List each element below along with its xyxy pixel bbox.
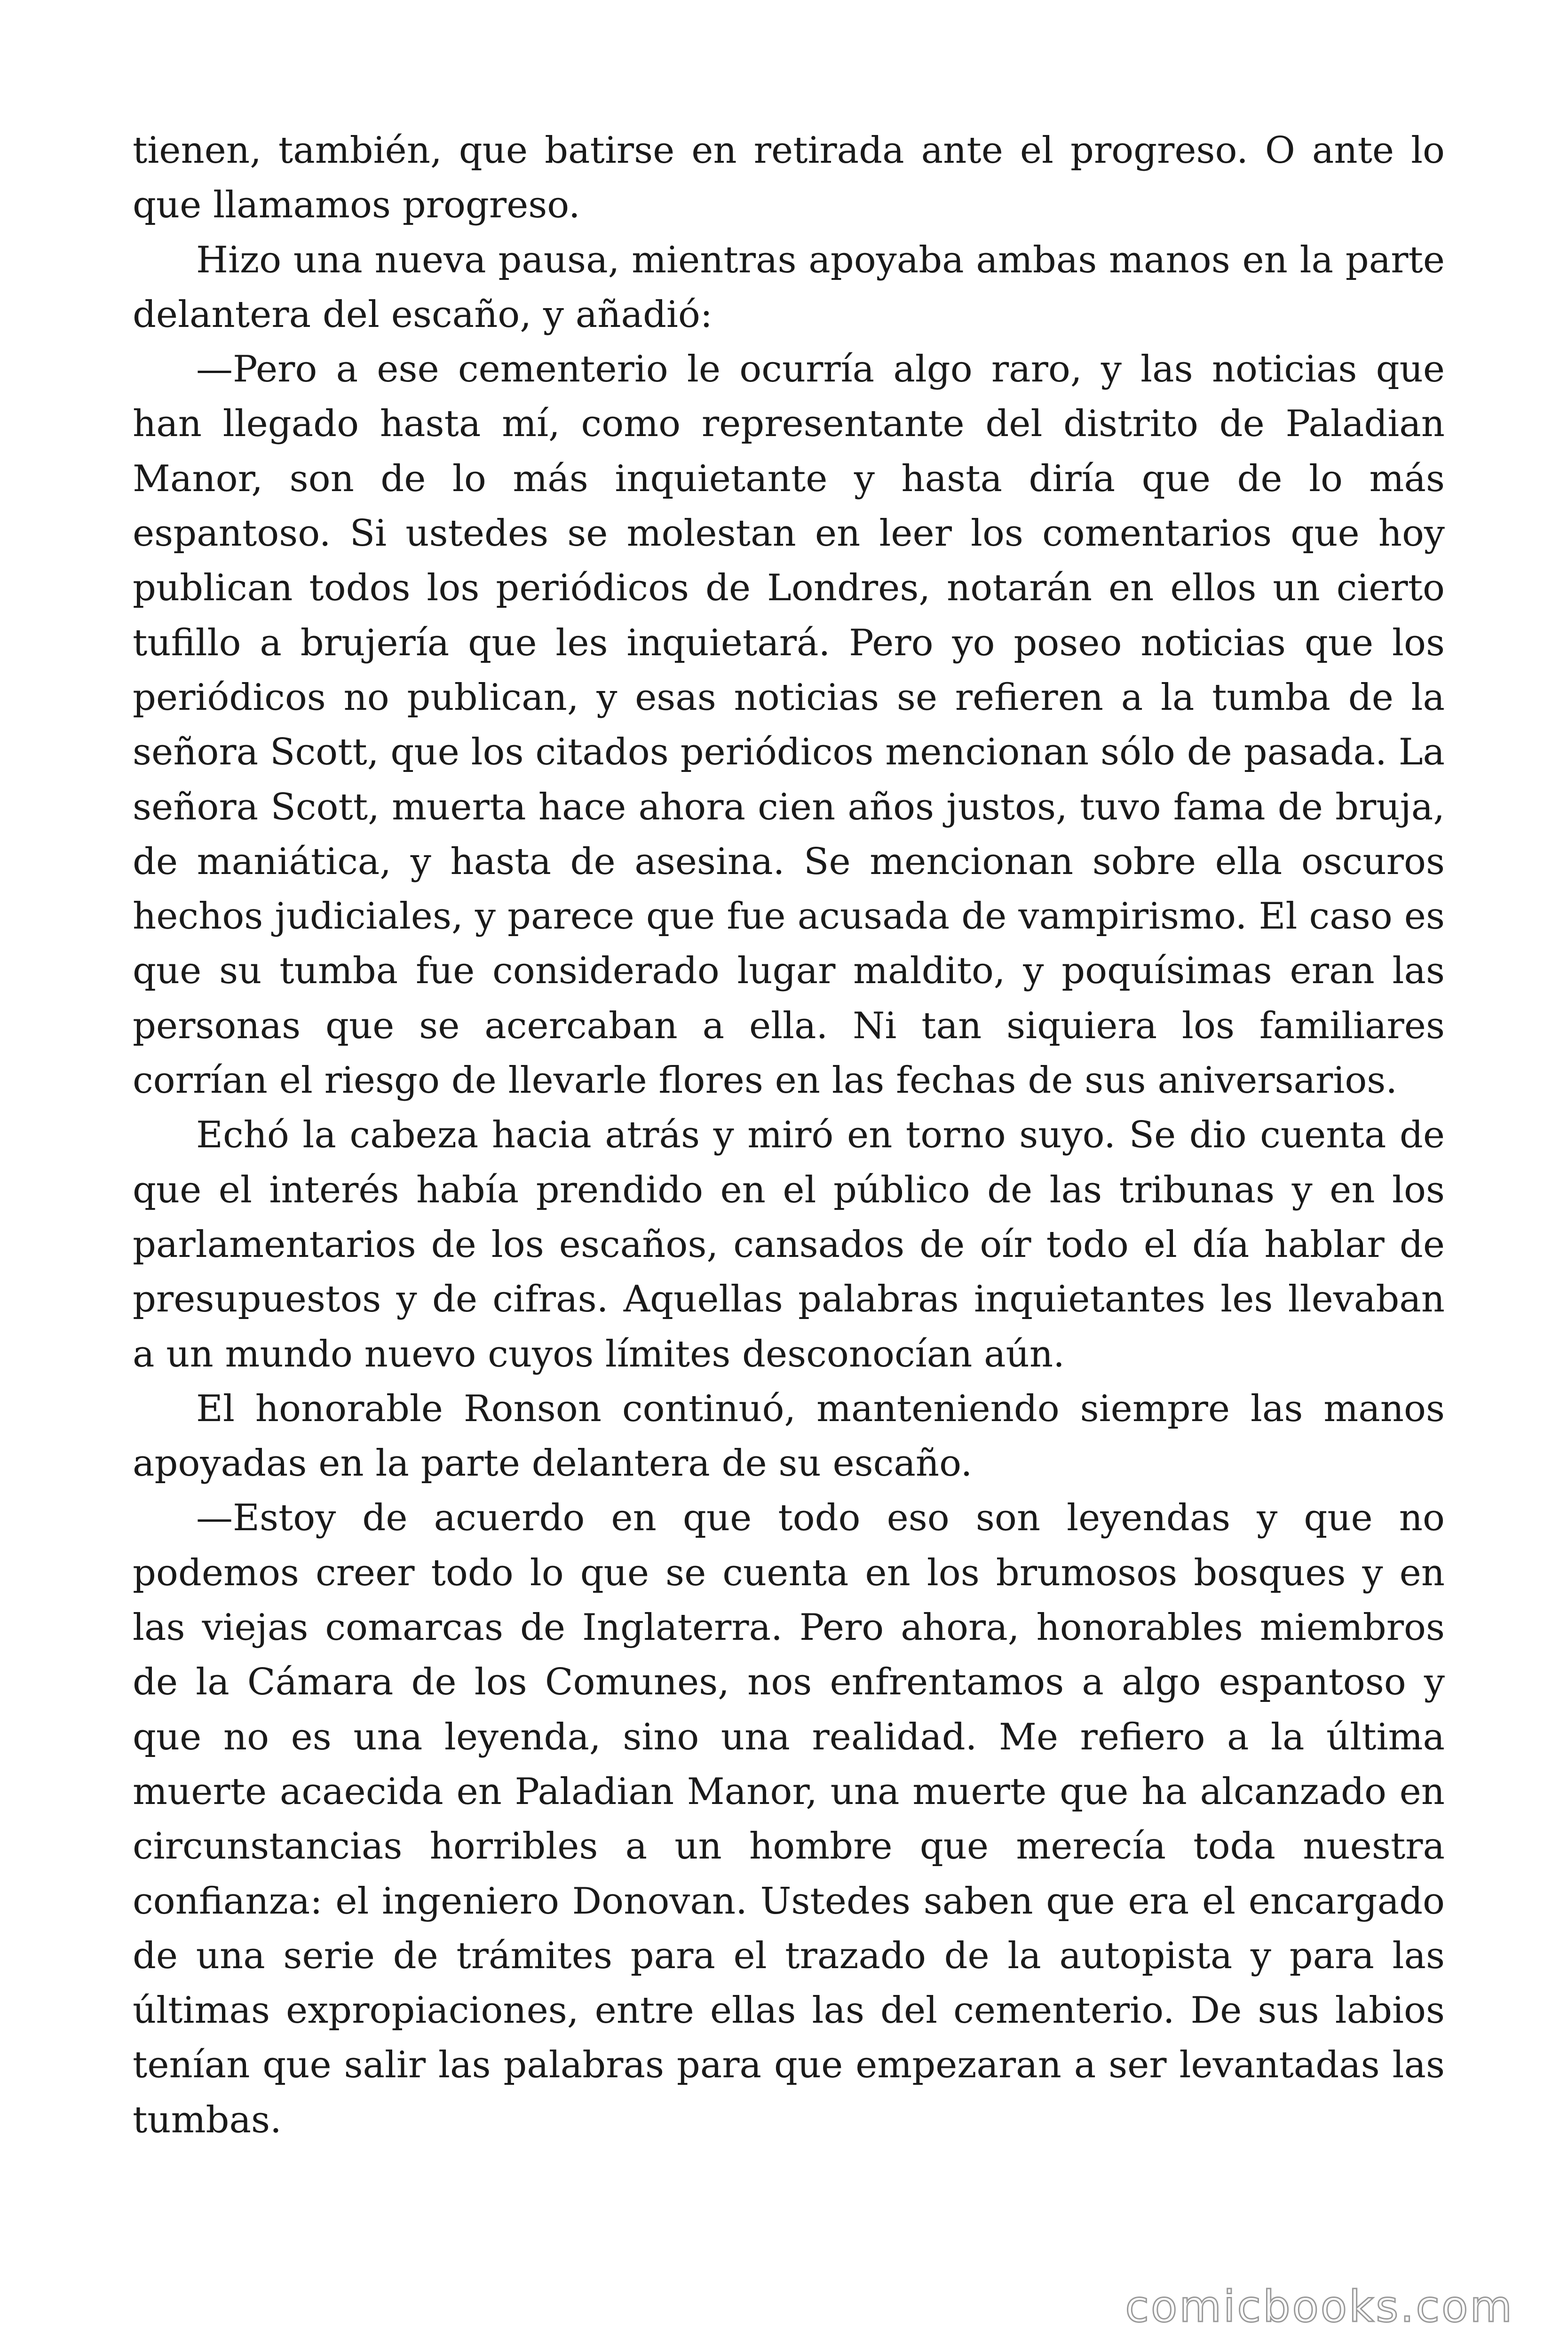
body-text (133, 123, 1445, 2147)
paragraph-6: —Estoy de acuerdo en que todo eso son leyendas y que no podemos creer todo lo que se cuenta en los brumosos bosques y en las viejas comarcas de Inglaterra. Pero ahora, honorables miembros de la Cámara de los Comunes, nos enfrentamos a algo espantoso y que no es una leyenda, sino una realidad. Me refiero a la última muerte acaecida en Paladian Manor, una muerte que ha alcanzado en circunstancias horribles a un hombre que merecía toda nuestra confianza: el ingeniero Donovan. Ustedes saben que era el encargado de una serie de trámites para el trazado de la autopista y para las últimas expropiaciones, entre ellas las del cementerio. De sus labios tenían que salir las palabras para que empezaran a ser levantadas las tumbas. (133, 1497, 1445, 2141)
watermark: comicbooks.com (1125, 2281, 1514, 2332)
paragraph-1: tienen, también, que batirse en retirada ante el progreso. O ante lo que llamamos progreso. (133, 129, 1445, 227)
paragraph-3: —Pero a ese cementerio le ocurría algo raro, y las noticias que han llegado hasta mí, como representante del distrito de Paladian Manor, son de lo más inquietante y hasta diría que de lo más espantoso. Si ustedes se molestan en leer los comentarios que hoy publican todos los periódicos de Londres, notarán en ellos un cierto tufillo a brujería que les inquietará. Pero yo poseo noticias que los periódicos no publican, y esas noticias se refieren a la tumba de la señora Scott, que los citados periódicos mencionan sólo de pasada. La señora Scott, muerta hace ahora cien años justos, tuvo fama de bruja, de maniática, y hasta de asesina. Se mencionan sobre ella oscuros hechos judiciales, y parece que fue acusada de vampirismo. El caso es que su tumba fue considerado lugar maldito, y poquísimas eran las personas que se acercaban a ella. Ni tan siquiera los familiares corrían el riesgo de llevarle flores en las fechas de sus aniversarios. (133, 348, 1445, 1102)
paragraph-5: El honorable Ronson continuó, manteniendo siempre las manos apoyadas en la parte delantera de su escaño. (133, 1387, 1445, 1485)
paragraph-4: Echó la cabeza hacia atrás y miró en torno suyo. Se dio cuenta de que el interés había prendido en el público de las tribunas y en los parlamentarios de los escaños, cansados de oír todo el día hablar de presupuestos y de cifras. Aquellas palabras inquietantes les llevaban a un mundo nuevo cuyos límites desconocían aún. (133, 1114, 1445, 1375)
paragraph-2: Hizo una nueva pausa, mientras apoyaba ambas manos en la parte delantera del escaño, y añadió: (133, 238, 1445, 336)
